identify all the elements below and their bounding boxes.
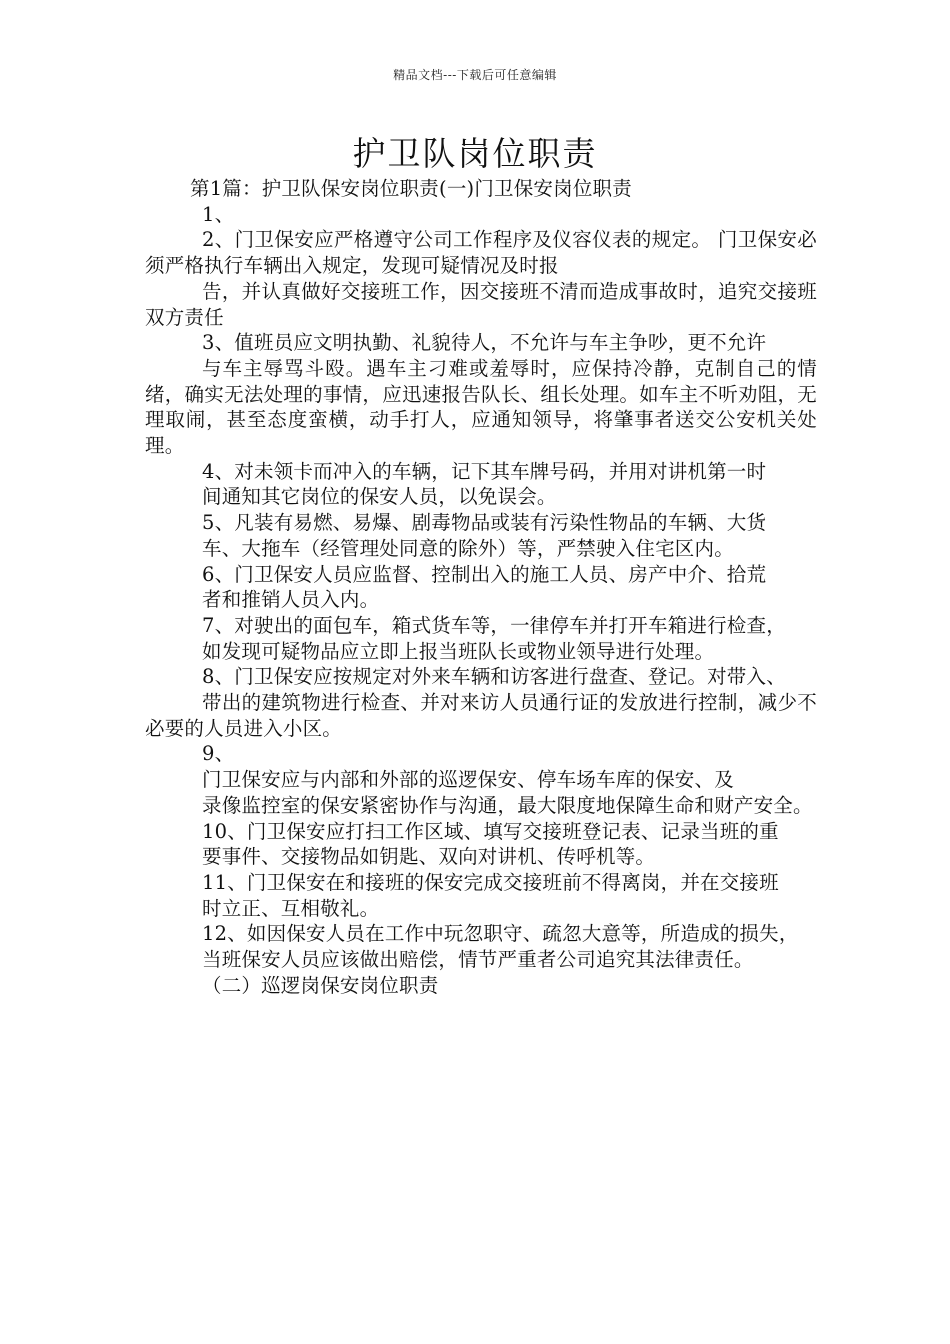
paragraph: 如发现可疑物品应立即上报当班队长或物业领导进行处理。 bbox=[202, 639, 715, 663]
paragraph: 车、大拖车（经管理处同意的除外）等，严禁驶入住宅区内。 bbox=[202, 536, 734, 560]
paragraph: 5、凡装有易燃、易爆、剧毒物品或装有污染性物品的车辆、大货 bbox=[202, 511, 767, 535]
paragraph: 与车主辱骂斗殴。遇车主刁难或羞辱时，应保持冷静，克制自己的情绪，确实无法处理的事情，应迅速报告队长、组长处理。如车主不听劝阻，无理取闹，甚至态度蛮横，动手打人，应通知领导，将肇事者送交公安机关处理。 bbox=[145, 356, 817, 458]
paragraph: 2、门卫保安应严格遵守公司工作程序及仪容仪表的规定。 门卫保安必须严格执行车辆出入规定，发现可疑情况及时报 bbox=[145, 228, 817, 278]
paragraph: （二）巡逻岗保安岗位职责 bbox=[202, 973, 439, 997]
paragraph: 6、门卫保安人员应监督、控制出入的施工人员、房产中介、拾荒 bbox=[202, 562, 767, 586]
paragraph: 第1篇：护卫队保安岗位职责(一)门卫保安岗位职责 bbox=[190, 177, 632, 200]
paragraph: 1、 bbox=[202, 202, 235, 226]
paragraph: 8、门卫保安应按规定对外来车辆和访客进行盘查、登记。对带入、 bbox=[202, 665, 786, 689]
document-title: 护卫队岗位职责 bbox=[352, 134, 598, 173]
paragraph: 10、门卫保安应打扫工作区域、填写交接班登记表、记录当班的重 bbox=[202, 819, 779, 843]
document-body bbox=[145, 176, 817, 999]
paragraph: 9、 bbox=[202, 742, 235, 766]
paragraph: 要事件、交接物品如钥匙、双向对讲机、传呼机等。 bbox=[202, 845, 656, 869]
paragraph: 12、如因保安人员在工作中玩忽职守、疏忽大意等，所造成的损失， bbox=[202, 922, 799, 946]
paragraph: 门卫保安应与内部和外部的巡逻保安、停车场车库的保安、及 bbox=[202, 768, 734, 792]
paragraph: 录像监控室的保安紧密协作与沟通，最大限度地保障生命和财产安全。 bbox=[202, 793, 813, 817]
paragraph: 当班保安人员应该做出赔偿，情节严重者公司追究其法律责任。 bbox=[202, 948, 754, 972]
page-header: 精品文档---下载后可任意编辑 bbox=[393, 68, 557, 82]
paragraph: 4、对未领卡而冲入的车辆，记下其车牌号码，并用对讲机第一时 bbox=[202, 459, 767, 483]
paragraph: 告，并认真做好交接班工作，因交接班不清而造成事故时，追究交接班双方责任 bbox=[145, 279, 817, 329]
paragraph: 7、对驶出的面包车，箱式货车等，一律停车并打开车箱进行检查， bbox=[202, 613, 786, 637]
paragraph: 时立正、互相敬礼。 bbox=[202, 896, 380, 920]
paragraph: 者和推销人员入内。 bbox=[202, 588, 380, 612]
paragraph: 间通知其它岗位的保安人员，以免误会。 bbox=[202, 485, 557, 509]
paragraph: 3、值班员应文明执勤、礼貌待人，不允许与车主争吵，更不允许 bbox=[202, 331, 767, 355]
paragraph: 11、门卫保安在和接班的保安完成交接班前不得离岗，并在交接班 bbox=[202, 870, 779, 894]
paragraph: 带出的建筑物进行检查、并对来访人员通行证的发放进行控制，减少不必要的人员进入小区。 bbox=[145, 691, 817, 740]
